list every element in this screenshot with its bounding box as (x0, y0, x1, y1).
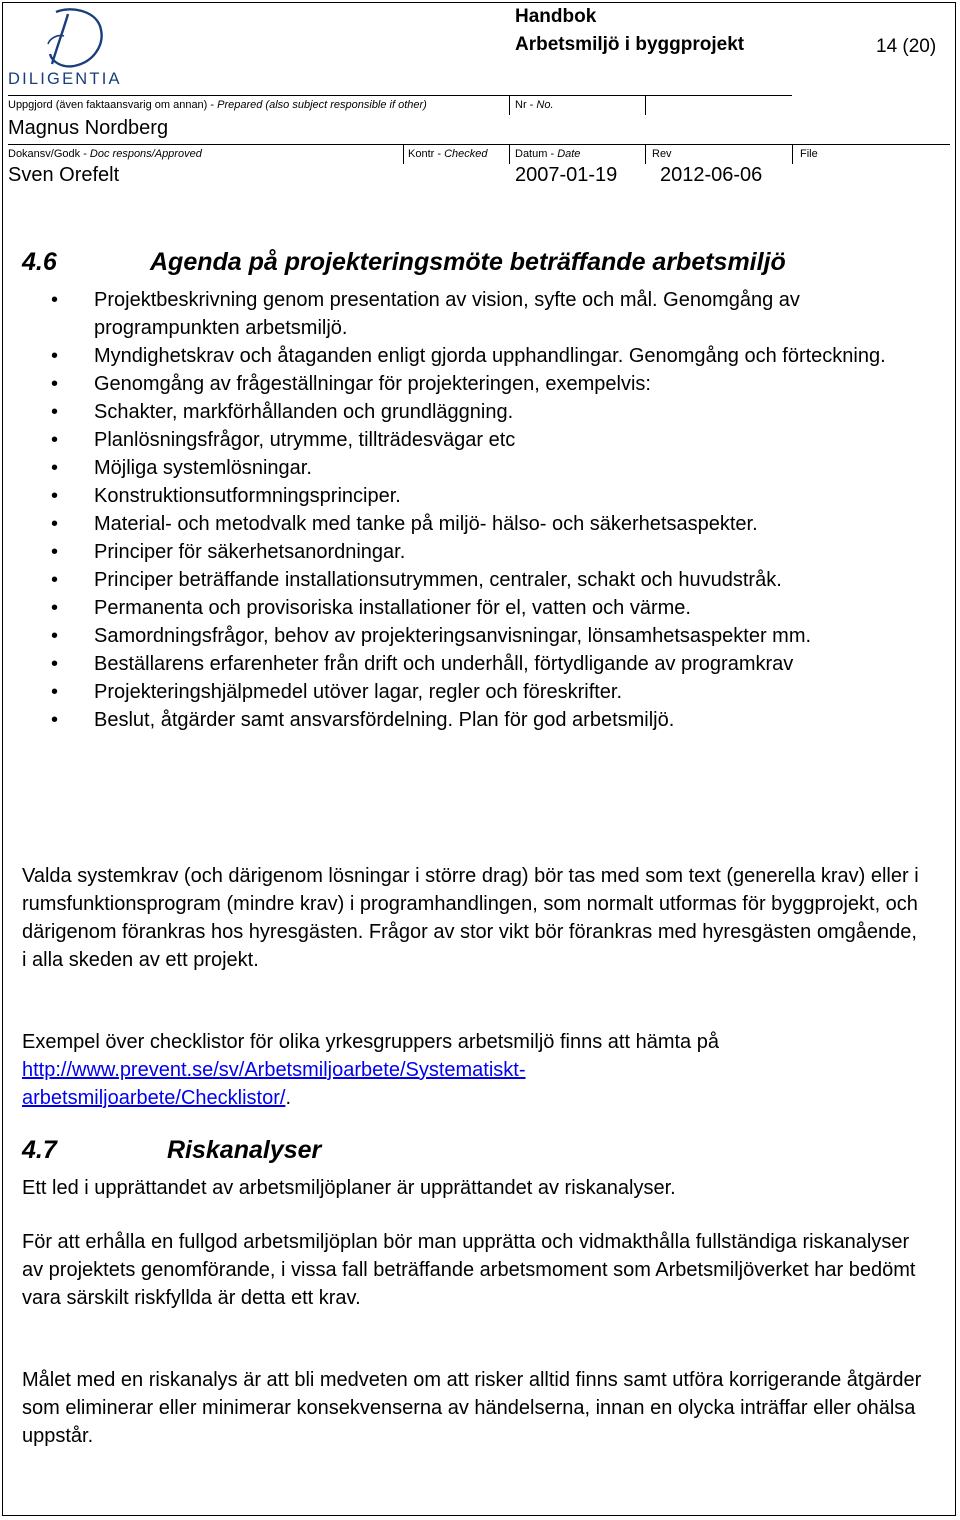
list-item: • Principer för säkerhetsanordningar. (0, 538, 940, 566)
list-item: • Schakter, markförhållanden och grundläggning. (0, 398, 940, 426)
list-item: • Permanenta och provisoriska installationer för el, vatten och värme. (0, 594, 940, 622)
list-item: • Beställarens erfarenheter från drift och underhåll, förtydligande av programkrav (0, 650, 940, 678)
prepared-caption: Uppgjord (även faktaansvarig om annan) - Prepared (also subject responsible if other) (8, 99, 427, 111)
section-heading-4-6 (22, 248, 786, 277)
list-item: • Samordningsfrågor, behov av projekteringsanvisningar, lönsamhetsaspekter mm. (0, 622, 940, 650)
list-item: • Myndighetskrav och åtaganden enligt gjorda upphandlingar. Genomgång och förteckning. (0, 342, 940, 370)
list-item: • Konstruktionsutformningsprinciper. (0, 482, 940, 510)
section-number: 4.6 (22, 248, 57, 276)
header-divider (645, 95, 646, 115)
number-caption: Nr - No. (515, 99, 554, 111)
section-title: Riskanalyser (167, 1136, 322, 1164)
header-divider (509, 144, 510, 164)
diligentia-logo-text: DILIGENTIA (8, 70, 122, 88)
checked-caption: Kontr - Checked (408, 148, 488, 160)
paragraph-riskanalys-intro: Ett led i upprättandet av arbetsmiljöplaner är upprättandet av riskanalyser. (22, 1177, 676, 1199)
header-divider (509, 95, 510, 115)
header-divider (792, 144, 793, 164)
paragraph-riskanalys-goal: Målet med en riskanalys är att bli medveten om att risker alltid finns samt utföra korrigerande åtgärder som eliminerar eller minimerar konsekvenserna av händelserna, innan en olycka inträffar eller ohälsa uppstår. (22, 1369, 922, 1447)
checklist-link[interactable]: http://www.prevent.se/sv/Arbetsmiljoarbete/Systematiskt- arbetsmiljoarbete/Checklistor/ (22, 1059, 526, 1109)
list-item: • Planlösningsfrågor, utrymme, tillträdesvägar etc (0, 426, 940, 454)
paragraph-checklistor: Exempel över checklistor för olika yrkesgruppers arbetsmiljö finns att hämta på http://www.prevent.se/sv/Arbetsmiljoarbete/Systematiskt- arbetsmiljoarbete/Checklistor/. (22, 1031, 719, 1109)
date-value: 2007-01-19 (515, 164, 618, 186)
list-item: • Projekteringshjälpmedel utöver lagar, regler och föreskrifter. (0, 678, 940, 706)
list-item: • Principer beträffande installationsutrymmen, centraler, schakt och huvudstråk. (0, 566, 940, 594)
document-title: Arbetsmiljö i byggprojekt (515, 34, 745, 55)
section-heading-4-7 (22, 1136, 321, 1165)
list-item: • Möjliga systemlösningar. (0, 454, 940, 482)
list-item: • Projektbeskrivning genom presentation av vision, syfte och mål. Genomgång av programpunkten arbetsmiljö. (0, 286, 940, 342)
date-caption: Datum - Date (515, 148, 581, 160)
agenda-bullet-list (0, 286, 940, 734)
prepared-by-value: Magnus Nordberg (8, 117, 169, 139)
paragraph-systemkrav: Valda systemkrav (och därigenom lösningar i större drag) bör tas med som text (generella krav) eller i rumsfunktionsprogram (mindre krav) i programhandlingen, som normalt utformas för byggprojekt, och därigenom förankras hos hyresgästen. Frågor av stor vikt bör förankras med hyresgästen omgående, i alla skeden av ett projekt. (22, 865, 919, 971)
rev-caption: Rev (652, 148, 672, 160)
header-divider (403, 144, 404, 164)
rev-value: 2012-06-06 (660, 164, 763, 186)
header-divider (645, 144, 646, 164)
section-title: Agenda på projekteringsmöte beträffande arbetsmiljö (150, 248, 786, 276)
paragraph-riskanalys-plan: För att erhålla en fullgod arbetsmiljöplan bör man upprätta och vidmakthålla fullständiga riskanalyser av projektets genomförande, i vissa fall beträffande arbetsmoment som Arbetsmiljöverket har bedömt vara särskilt riskfyllda är detta ett krav. (22, 1231, 916, 1309)
page-number: 14 (20) (876, 36, 937, 57)
approved-caption: Dokansv/Godk - Doc respons/Approved (8, 148, 202, 160)
list-item: • Material- och metodvalk med tanke på miljö- hälso- och säkerhetsaspekter. (0, 510, 940, 538)
handbook-label: Handbok (515, 6, 597, 27)
header-rule (8, 95, 792, 96)
list-item: • Beslut, åtgärder samt ansvarsfördelning. Plan för god arbetsmiljö. (0, 706, 940, 734)
header-rule (8, 144, 950, 145)
section-number: 4.7 (22, 1136, 57, 1164)
file-caption: File (800, 148, 818, 160)
list-item: • Genomgång av frågeställningar för projekteringen, exempelvis: (0, 370, 940, 398)
approved-by-value: Sven Orefelt (8, 164, 120, 186)
